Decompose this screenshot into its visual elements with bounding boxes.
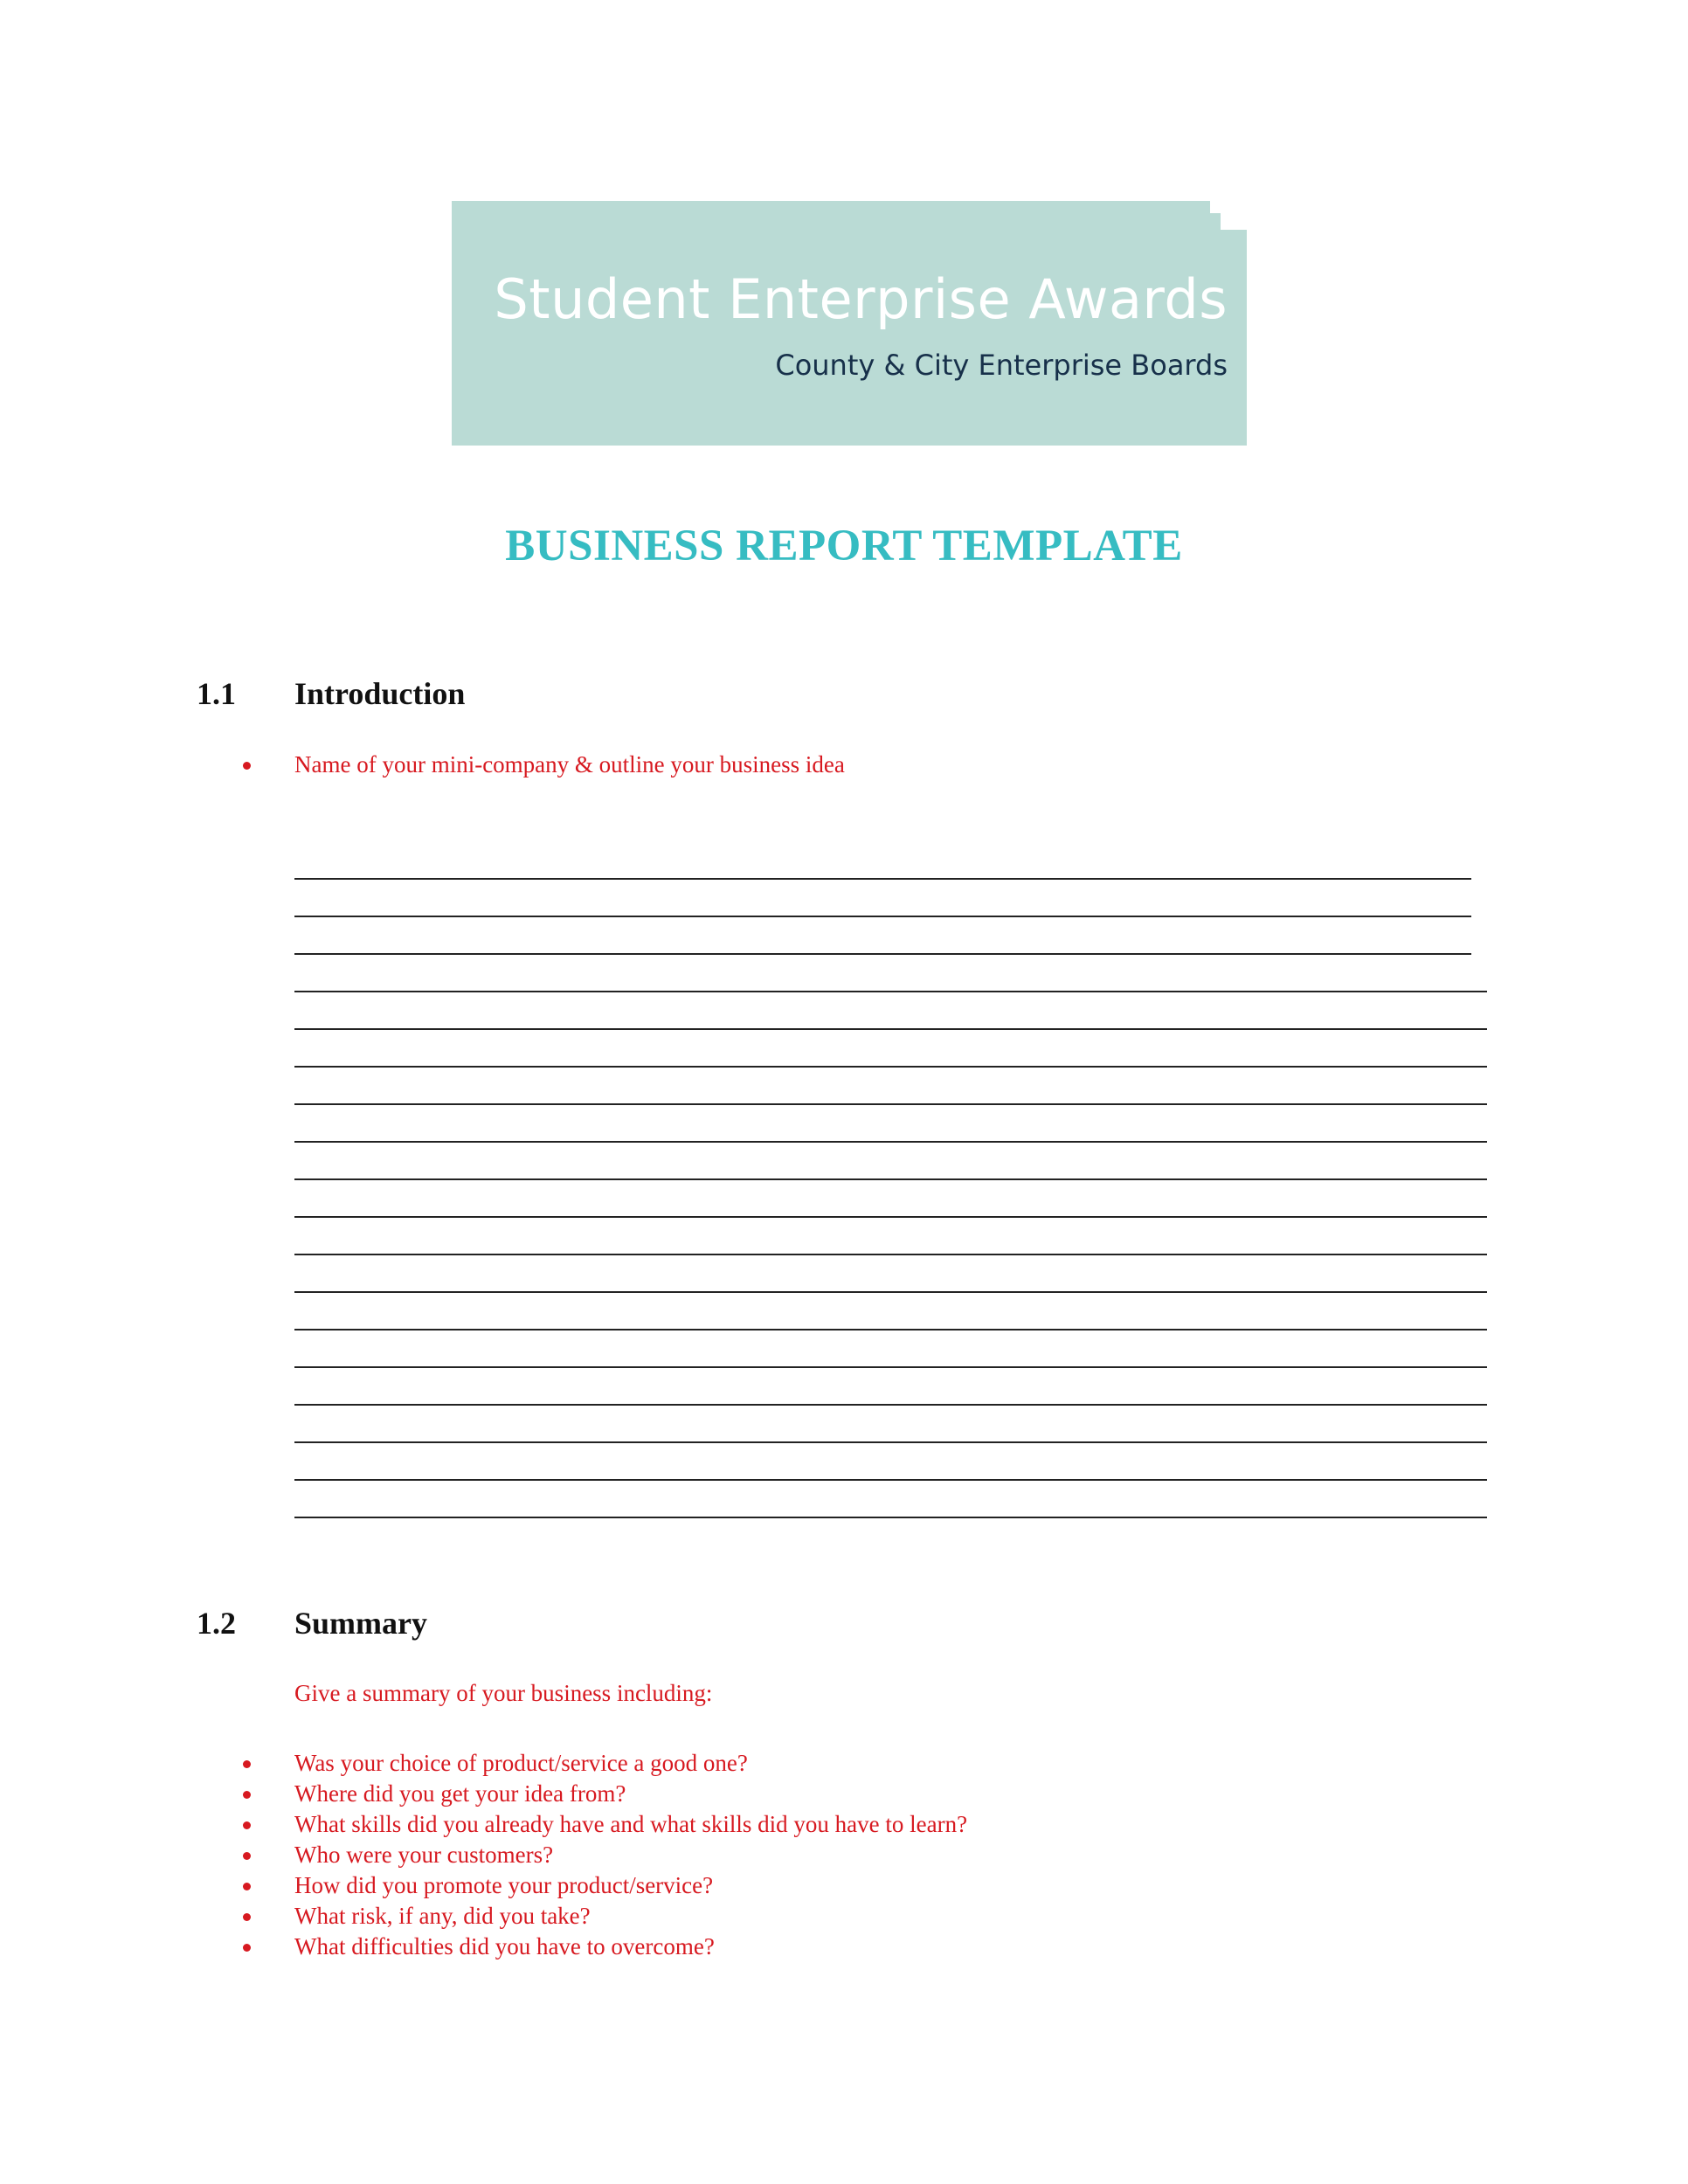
summary-intro: Give a summary of your business including: xyxy=(294,1680,713,1706)
section-number: 1.2 xyxy=(197,1606,236,1641)
bullet-icon xyxy=(243,1760,251,1768)
writing-line[interactable] xyxy=(294,991,1487,992)
prompt-text: Where did you get your idea from? xyxy=(294,1780,626,1807)
prompt-text: What difficulties did you have to overcome? xyxy=(294,1933,715,1959)
writing-line[interactable] xyxy=(294,1366,1487,1368)
list-item xyxy=(236,1779,967,1809)
writing-line[interactable] xyxy=(294,1178,1487,1180)
list-item xyxy=(236,1809,967,1840)
writing-line[interactable] xyxy=(294,953,1471,955)
writing-line[interactable] xyxy=(294,878,1471,880)
bullet-icon xyxy=(243,1913,251,1921)
section-title: Introduction xyxy=(294,676,466,711)
writing-line[interactable] xyxy=(294,1141,1487,1143)
document-title: BUSINESS REPORT TEMPLATE xyxy=(505,522,1183,570)
introduction-prompts xyxy=(236,750,845,780)
section-number: 1.1 xyxy=(197,676,236,711)
summary-prompts xyxy=(236,1748,967,1962)
prompt-text: Who were your customers? xyxy=(294,1842,554,1868)
bullet-icon xyxy=(243,1821,251,1829)
list-item xyxy=(236,1840,967,1870)
list-item xyxy=(236,1870,967,1901)
writing-line[interactable] xyxy=(294,1066,1487,1068)
bullet-icon xyxy=(243,1791,251,1799)
writing-line[interactable] xyxy=(294,1404,1487,1406)
writing-line[interactable] xyxy=(294,1517,1487,1518)
bullet-icon xyxy=(243,762,251,770)
writing-line[interactable] xyxy=(294,1479,1487,1481)
writing-lines-area[interactable] xyxy=(294,878,1487,1524)
banner-subtitle: County & City Enterprise Boards xyxy=(775,349,1228,382)
list-item xyxy=(236,750,845,780)
prompt-text: What skills did you already have and what skills did you have to learn? xyxy=(294,1811,968,1837)
prompt-text: How did you promote your product/service? xyxy=(294,1872,714,1898)
section-heading-introduction xyxy=(197,678,465,709)
list-item xyxy=(236,1932,967,1962)
writing-line[interactable] xyxy=(294,1291,1487,1293)
bullet-icon xyxy=(243,1883,251,1890)
writing-line[interactable] xyxy=(294,1103,1487,1105)
banner-title: Student Enterprise Awards xyxy=(494,267,1228,331)
bullet-icon xyxy=(243,1852,251,1860)
writing-line[interactable] xyxy=(294,1329,1487,1330)
section-title: Summary xyxy=(294,1606,427,1641)
list-item xyxy=(236,1748,967,1779)
writing-line[interactable] xyxy=(294,1216,1487,1218)
section-heading-summary xyxy=(197,1607,427,1639)
student-enterprise-awards-logo xyxy=(452,201,1247,446)
list-item xyxy=(236,1901,967,1932)
writing-line[interactable] xyxy=(294,1441,1487,1443)
writing-line[interactable] xyxy=(294,1028,1487,1030)
writing-line[interactable] xyxy=(294,1254,1487,1255)
bullet-icon xyxy=(243,1944,251,1952)
prompt-text: Was your choice of product/service a good one? xyxy=(294,1750,748,1776)
prompt-text: Name of your mini-company & outline your business idea xyxy=(294,751,845,778)
prompt-text: What risk, if any, did you take? xyxy=(294,1903,591,1929)
writing-line[interactable] xyxy=(294,916,1471,917)
